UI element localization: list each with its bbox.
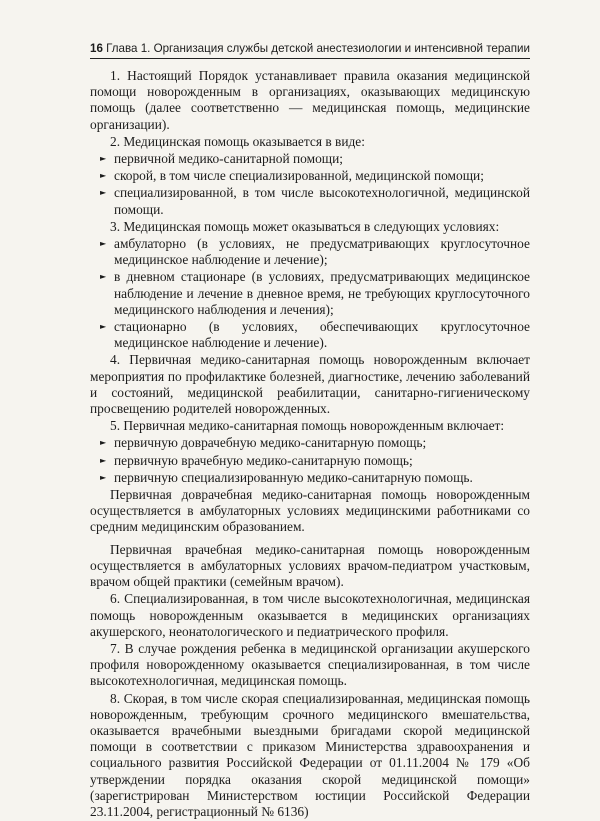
list-item-text: специализированной, в том числе высокотехнологичной, медицинской помощи. [114, 185, 530, 217]
list-item-text: в дневном стационаре (в условиях, предусматривающих медицинское наблюдение и лечение в дневное время, не требующих круглосуточного медицинского наблюдения и лечения); [114, 269, 530, 317]
list-item-text: первичную доврачебную медико-санитарную помощь; [114, 435, 427, 451]
document-body [90, 68, 530, 821]
paragraph: 3. Медицинская помощь может оказываться в следующих условиях: [110, 218, 500, 234]
bullet-arrow-icon: ► [100, 438, 107, 448]
running-header [90, 42, 530, 59]
page-number: 16 [90, 42, 103, 55]
list-item [90, 453, 530, 469]
list-item-text: первичную врачебную медико-санитарную помощь; [114, 452, 413, 468]
list-item [90, 470, 530, 486]
list-item-text: скорой, в том числе специализированной, медицинской помощи; [114, 168, 484, 184]
paragraph: 5. Первичная медико-санитарная помощь новорожденным включает: [110, 418, 505, 434]
list-item-text: первичной медико-санитарной помощи; [114, 151, 343, 167]
bullet-arrow-icon: ► [100, 171, 107, 181]
chapter-title: Глава 1. Организация службы детской анестезиологии и интенсивной терапии [106, 42, 530, 55]
paragraph: 8. Скорая, в том числе скорая специализированная, медицинская помощь новорожденным, требующим срочного медицинского вмешательства, оказывается врачебными выездными бригадами скорой медицинской помощи в соответствии с приказом Министерства здравоохранения и социального развития Российской Федерации от 01.11.2004 № 179 «Об утверждении порядка оказания скорой медицинской помощи» (зарегистрирован Министерством юстиции Российской Федерации 23.11.2004, регистрационный № 6136) [90, 690, 530, 819]
paragraph: 2. Медицинская помощь оказывается в виде: [110, 133, 365, 149]
paragraph: 1. Настоящий Порядок устанавливает правила оказания медицинской помощи новорожденным в организациях, оказывающих медицинскую помощь (далее соответственно — медицинская помощь, медицинские организации). [90, 68, 530, 132]
paragraph: 7. В случае рождения ребенка в медицинской организации акушерского профиля новорожденному оказывается специализированная, в том числе высокотехнологичная, медицинская помощь. [90, 640, 530, 689]
paragraph: 6. Специализированная, в том числе высокотехнологичная, медицинская помощь новорожденным оказывается в медицинских организациях акушерского, неонатологического и педиатрического профиля. [90, 591, 530, 639]
list-item-text: первичную специализированную медико-санитарную помощь. [114, 469, 473, 485]
bullet-arrow-icon: ► [100, 239, 107, 249]
paragraph: Первичная врачебная медико-санитарная помощь новорожденным осуществляется в амбулаторных условиях врачом-педиатром участковым, врачом общей практики (семейным врачом). [90, 541, 530, 590]
paragraph: Первичная доврачебная медико-санитарная помощь новорожденным осуществляется в амбулаторных условиях медицинскими работниками со средним медицинским образованием. [90, 487, 530, 535]
paragraph: 4. Первичная медико-санитарная помощь новорожденным включает мероприятия по профилактике болезней, диагностике, лечению заболеваний и состояний, медицинской реабилитации, санитарно-гигиеническому просвещению родителей новорожденных. [90, 352, 530, 417]
bullet-arrow-icon: ► [100, 455, 107, 465]
bullet-arrow-icon: ► [100, 322, 107, 332]
bullet-arrow-icon: ► [100, 472, 107, 482]
list-item-text: амбулаторно (в условиях, не предусматривающих круглосуточное медицинское наблюдение и лечение); [114, 236, 530, 268]
list-item [90, 236, 530, 268]
bullet-arrow-icon: ► [100, 188, 107, 198]
list-item [90, 435, 530, 451]
bullet-arrow-icon: ► [100, 154, 107, 164]
bullet-arrow-icon: ► [100, 272, 107, 282]
list-item [90, 168, 530, 184]
list-item-text: стационарно (в условиях, обеспечивающих круглосуточное медицинское наблюдение и лечение). [114, 319, 530, 351]
list-item [90, 319, 530, 351]
list-item [90, 185, 530, 217]
list-item [90, 151, 530, 167]
list-item [90, 269, 530, 318]
